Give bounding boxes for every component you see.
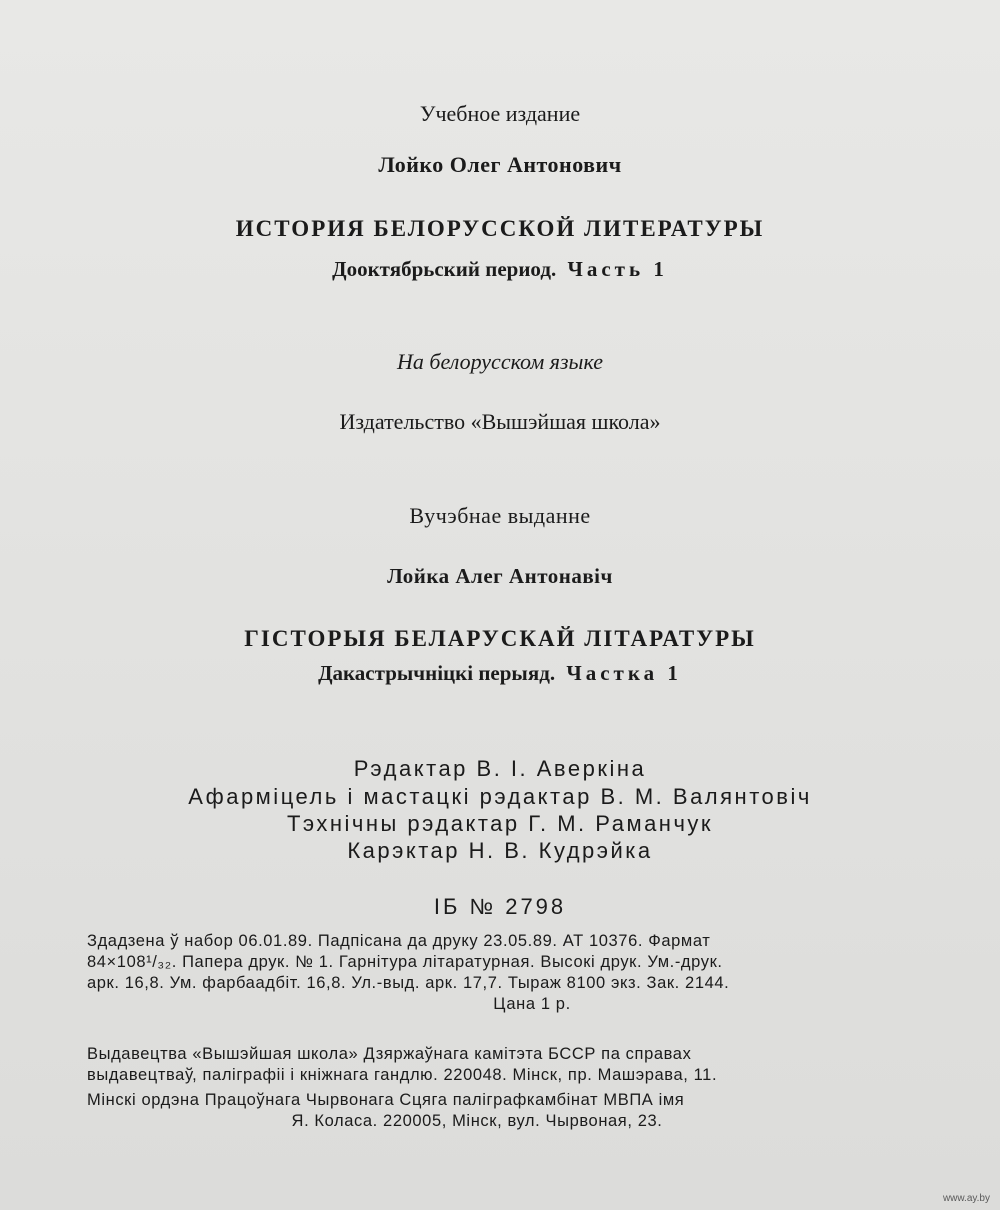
publisher-info-line-2: выдавецтваў, паліграфіі і кніжнага гандлю. 220048. Мінск, пр. Машэрава, 11. (87, 1066, 718, 1084)
watermark: www.ay.by (942, 1193, 990, 1204)
ru-subtitle-part: Часть 1 (567, 257, 668, 281)
ru-subtitle-period: Дооктябрьский период. (332, 257, 557, 281)
be-subtitle (0, 661, 1000, 686)
staff-corrector: Карэктар Н. В. Кудрэйка (347, 838, 653, 863)
publisher-info-block (87, 1044, 977, 1132)
be-subtitle-period: Дакастрычніцкі перыяд. (318, 661, 556, 685)
staff-editor: Рэдактар В. І. Аверкіна (353, 756, 647, 781)
publisher-info-line-1: Выдавецтва «Вышэйшая школа» Дзяржаўнага камітэта БССР па справах (87, 1045, 692, 1063)
print-info-line-1: Здадзена ў набор 06.01.89. Падпісана да друку 23.05.89. АТ 10376. Фармат (87, 932, 711, 950)
be-author: Лойка Алег Антонавіч (387, 564, 613, 588)
print-info-line-2: 84×108¹/₃₂. Папера друк. № 1. Гарнітура літаратурная. Высокі друк. Ум.-друк. (87, 953, 723, 971)
print-info-line-3: арк. 16,8. Ум. фарбаадбіт. 16,8. Ул.-выд. арк. 17,7. Тыраж 8100 экз. Зак. 2144. (87, 974, 730, 992)
be-title: ГІСТОРЫЯ БЕЛАРУСКАЙ ЛІТАРАТУРЫ (244, 626, 756, 651)
staff-designer: Афармiцель і мастацкі рэдактар В. М. Валянтовіч (188, 784, 812, 809)
print-info-block (87, 931, 977, 1015)
ru-edition-type: Учебное издание (419, 101, 581, 126)
ru-subtitle (0, 257, 1000, 282)
publisher-info-line-4: Я. Коласа. 220005, Мінск, вул. Чырвоная, 23. (291, 1112, 663, 1130)
ib-number: ІБ № 2798 (433, 894, 567, 919)
publisher-info-line-3: Мінскі ордэна Працоўнага Чырвонага Сцяга паліграфкамбінат МВПА імя (87, 1091, 685, 1109)
price: Цана 1 р. (493, 995, 571, 1013)
ru-title: ИСТОРИЯ БЕЛОРУССКОЙ ЛИТЕРАТУРЫ (235, 216, 765, 241)
ru-author: Лойко Олег Антонович (378, 152, 622, 177)
be-subtitle-part: Частка 1 (566, 661, 682, 685)
staff-tech-editor: Тэхнічны рэдактар Г. М. Раманчук (286, 811, 714, 836)
be-edition-type: Вучэбнае выданне (409, 503, 591, 528)
ru-language-note: На белорусском языке (397, 349, 603, 374)
ru-publisher: Издательство «Вышэйшая школа» (339, 409, 661, 434)
